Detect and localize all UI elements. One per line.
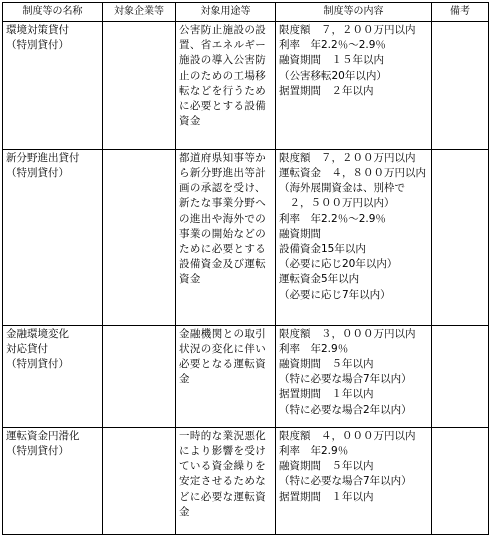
header-remarks: 備考: [432, 3, 489, 22]
program-name-line: 環境対策貸付: [6, 24, 69, 36]
content-cell: [276, 427, 432, 534]
program-name-cell: [3, 149, 103, 325]
content-line: 据置期間 １年以内: [279, 490, 374, 503]
content-line: 設備資金15年以内: [279, 242, 366, 255]
content-cell: [276, 22, 432, 150]
program-name-cell: [3, 427, 103, 534]
content-line: 利率 年2.9％: [279, 444, 349, 457]
usage-text: 都道府県知事等から新分野進出等計画の承認を受け、新たな事業分野への進出や海外での事業の開始などのために必要とする設備資金及び運転資金: [179, 151, 267, 286]
content-line: （海外展開資金は、別枠で: [279, 182, 405, 195]
usage-cell: [176, 325, 276, 427]
target-companies-cell: [103, 22, 176, 150]
program-name-cell: [3, 325, 103, 427]
content-line: 据置期間 １年以内: [279, 388, 374, 401]
content-line: 利率 年2.9％: [279, 342, 349, 355]
content-line: 利率 年2.2％～2.9％: [279, 39, 386, 52]
target-companies-cell: [103, 427, 176, 534]
program-name-line: 対応貸付: [6, 342, 48, 355]
header-target-usage: 対象用途等: [176, 3, 276, 22]
content-line: （特に必要な場合7年以内）: [279, 373, 412, 386]
program-name-cell: [3, 22, 103, 150]
remarks-cell: [432, 427, 489, 534]
content-line: 融資期間 ５年以内: [279, 357, 374, 370]
content-line: 融資期間: [279, 227, 321, 240]
usage-cell: [176, 149, 276, 325]
header-program-name: 制度等の名称: [3, 3, 103, 22]
program-name-line: （特別貸付）: [6, 357, 69, 370]
content-cell: [276, 149, 432, 325]
content-line: 限度額 ７，２００万円以内: [279, 24, 416, 36]
content-line: （必要に応じ7年以内）: [279, 288, 391, 301]
target-companies-cell: [103, 149, 176, 325]
usage-text: 公害防止施設の設置、省エネルギー施設の導入公害防止のための工場移転などを行うために必要とする設備資金: [179, 24, 267, 128]
content-line: ２，５００万円以内）: [279, 197, 395, 210]
content-cell: [276, 325, 432, 427]
usage-cell: [176, 22, 276, 150]
content-line: 据置期間 ２年以内: [279, 84, 374, 97]
target-companies-cell: [103, 325, 176, 427]
content-line: 運転資金 ４，８００万円以内: [279, 166, 426, 179]
content-line: 利率 年2.2％～2.9％: [279, 212, 386, 225]
loan-programs-table: [2, 2, 489, 535]
content-line: 限度額 ７，２００万円以内: [279, 151, 416, 164]
program-name-line: 運転資金円滑化: [6, 429, 80, 442]
content-line: 限度額 ３，０００万円以内: [279, 327, 416, 340]
remarks-cell: [432, 22, 489, 150]
program-name-line: 金融環境変化: [6, 327, 69, 340]
program-name-line: 新分野進出貸付: [6, 151, 80, 164]
header-program-content: 制度等の内容: [276, 3, 432, 22]
program-name-line: （特別貸付）: [6, 166, 69, 179]
usage-text: 金融機関との取引状況の変化に伴い必要となる運転資金: [179, 327, 267, 386]
usage-cell: [176, 427, 276, 534]
content-line: 限度額 ４，０００万円以内: [279, 429, 416, 442]
table-row: [3, 149, 489, 325]
remarks-cell: [432, 149, 489, 325]
content-line: 融資期間 １５年以内: [279, 54, 384, 67]
header-row: [3, 3, 489, 22]
table-row: [3, 427, 489, 534]
usage-text: 一時的な業況悪化により影響を受けている資金繰りを安定させるためなどに必要な運転資金: [179, 429, 267, 518]
content-line: （必要に応じ20年以内）: [279, 258, 398, 271]
program-name-line: （特別貸付）: [6, 444, 69, 457]
header-target-companies: 対象企業等: [103, 3, 176, 22]
content-line: （特に必要な場合2年以内）: [279, 403, 412, 416]
program-name-line: （特別貸付）: [6, 39, 69, 52]
content-line: 運転資金5年以内: [279, 273, 360, 286]
table-row: [3, 325, 489, 427]
content-line: （公害移転20年以内）: [279, 69, 387, 82]
content-line: （特に必要な場合7年以内）: [279, 475, 412, 488]
remarks-cell: [432, 325, 489, 427]
table-row: [3, 22, 489, 150]
content-line: 融資期間 ５年以内: [279, 460, 374, 473]
